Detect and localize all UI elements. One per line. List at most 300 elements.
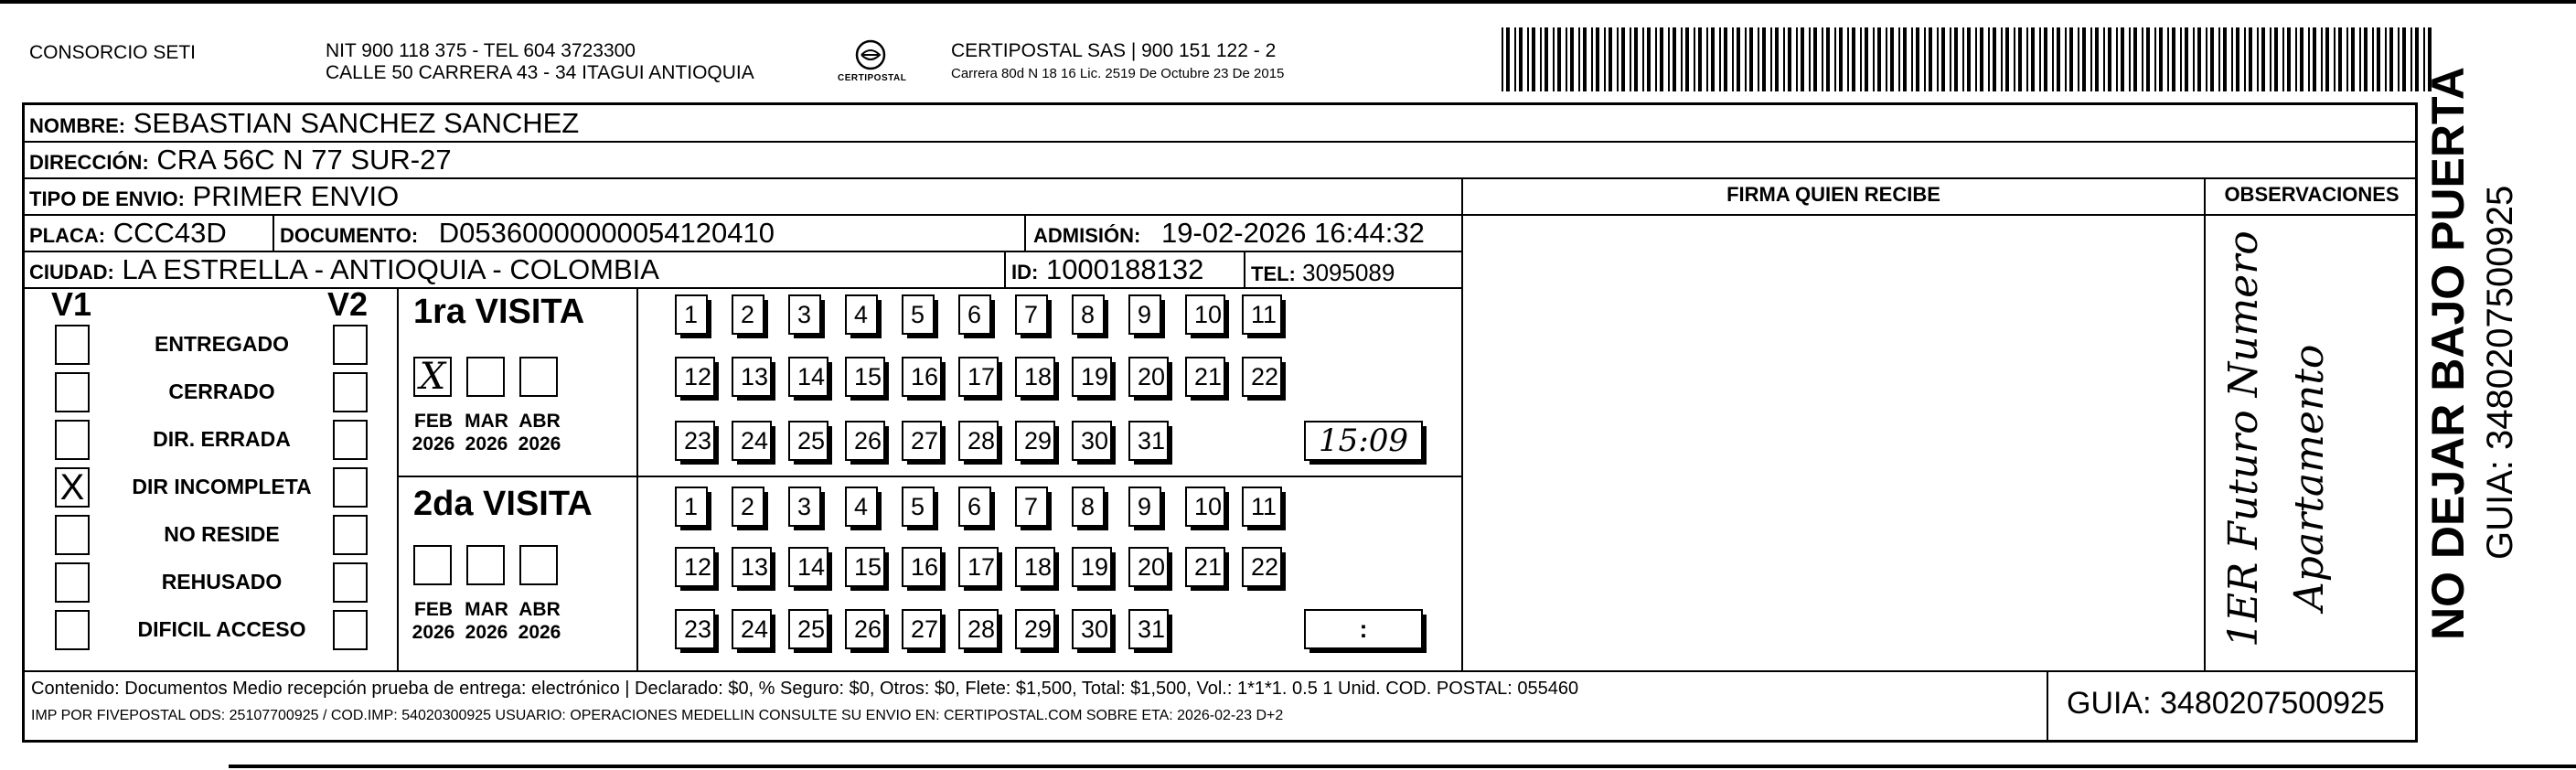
month-year: 2026: [518, 622, 561, 643]
first-visit-day-box[interactable]: 27: [902, 421, 942, 461]
v1-checkbox[interactable]: [55, 325, 90, 365]
barcode-bar: [1758, 27, 1759, 91]
month-name: MAR: [465, 599, 508, 620]
barcode-bar: [1673, 27, 1676, 91]
footer-imp: IMP POR FIVEPOSTAL ODS: 25107700925 / COD.IMP: 54020300925 USUARIO: OPERACIONES MEDELLIN CONSULTE SU ENVIO EN: CERTIPOSTAL.COM SOBRE ETA: 2026-02-23 D+2: [31, 708, 1284, 723]
barcode-bar: [2082, 27, 2086, 91]
first-visit-day-box[interactable]: 18: [1015, 357, 1055, 397]
observaciones-handwritten-2: Apartamento: [2286, 344, 2333, 611]
barcode-bar: [1967, 27, 1971, 91]
barcode-bar: [2121, 27, 2124, 91]
second-visit-day-box[interactable]: 5: [902, 487, 935, 527]
first-visit-day-box[interactable]: 9: [1128, 294, 1161, 335]
barcode-bar: [1694, 27, 1695, 91]
second-visit-month-box[interactable]: [413, 545, 452, 585]
second-visit-day-box[interactable]: 17: [958, 547, 999, 587]
barcode-bar: [1826, 27, 1830, 91]
barcode-bar: [1685, 27, 1689, 91]
observaciones-header: OBSERVACIONES: [2224, 183, 2400, 206]
barcode-bar: [2270, 27, 2271, 91]
barcode-bar: [1655, 27, 1657, 91]
v1-checkbox[interactable]: [55, 420, 90, 460]
first-visit-day-box[interactable]: 14: [788, 357, 828, 397]
barcode-bar: [2001, 27, 2003, 91]
barcode-bar: [2185, 27, 2188, 91]
month-name: ABR: [518, 599, 561, 620]
second-visit-day-box[interactable]: 9: [1128, 487, 1161, 527]
observaciones-handwritten-1: 1ER Futuro Numero: [2220, 230, 2267, 647]
barcode-bar: [1852, 27, 1855, 91]
second-visit-month-box[interactable]: [466, 545, 505, 585]
barcode-bar: [1749, 27, 1753, 91]
barcode-bar: [2057, 27, 2060, 91]
barcode-bar: [1975, 27, 1977, 91]
second-visit-day-box[interactable]: 7: [1015, 487, 1048, 527]
side-guia: GUIA: 3480207500925: [2480, 185, 2520, 560]
tipo-label: TIPO DE ENVIO:: [29, 187, 185, 210]
second-visit-day-box[interactable]: 3: [788, 487, 821, 527]
second-visit-day-box[interactable]: 18: [1015, 547, 1055, 587]
status-option-label: ENTREGADO: [155, 332, 289, 356]
visit-divider: [397, 476, 1461, 477]
barcode-bar: [2334, 27, 2336, 91]
barcode-bar: [2129, 27, 2131, 91]
second-visit-day-box[interactable]: 28: [958, 609, 999, 649]
barcode-bar: [1924, 27, 1926, 91]
barcode-bar: [2231, 27, 2233, 91]
first-visit-day-box[interactable]: 15: [845, 357, 885, 397]
status-option-label: NO RESIDE: [164, 522, 280, 546]
address-line: CALLE 50 CARRERA 43 - 34 ITAGUI ANTIOQUIA: [326, 62, 754, 83]
first-visit-day-box[interactable]: 25: [788, 421, 828, 461]
barcode-bar: [2159, 27, 2163, 91]
ciudad-label: CIUDAD:: [29, 261, 114, 283]
firma-header: FIRMA QUIEN RECIBE: [1726, 183, 1940, 206]
tipo-row: [29, 180, 399, 216]
barcode-bar: [1642, 27, 1644, 91]
barcode-bar: [1860, 27, 1862, 91]
barcode-bar: [1762, 27, 1766, 91]
first-visit-month-box[interactable]: X: [413, 357, 452, 397]
barcode-bar: [2359, 27, 2361, 91]
barcode-bar: [2236, 27, 2239, 91]
barcode-bar: [1847, 27, 1849, 91]
barcode-bar: [1788, 27, 1791, 91]
barcode-bar: [2146, 27, 2150, 91]
company-name: CONSORCIO SETI: [29, 42, 197, 63]
barcode-bar: [1834, 27, 1836, 91]
second-visit-day-box[interactable]: 21: [1185, 547, 1225, 587]
barcode-bar: [1886, 27, 1887, 91]
barcode-bar: [1937, 27, 1939, 91]
first-visit-day-box[interactable]: 31: [1128, 421, 1169, 461]
footer-guia: GUIA: 3480207500925: [2067, 686, 2385, 721]
second-visit-day-box[interactable]: 27: [902, 609, 942, 649]
barcode-bar: [2108, 27, 2111, 91]
barcode-bar: [2206, 27, 2207, 91]
barcode-bar: [1532, 27, 1535, 91]
first-visit-month-label: [406, 410, 461, 455]
month-name: FEB: [414, 599, 453, 620]
barcode-bar: [2180, 27, 2182, 91]
top-edge-line: [0, 0, 2576, 4]
second-visit-day-box[interactable]: 26: [845, 609, 885, 649]
barcode-bar: [2197, 27, 2201, 91]
barcode-bar: [1668, 27, 1670, 91]
barcode-bar: [1617, 27, 1619, 91]
barcode-bar: [2116, 27, 2118, 91]
barcode-bar: [1941, 27, 1945, 91]
direccion-row: [29, 144, 452, 179]
second-visit-day-box[interactable]: 10: [1185, 487, 1225, 527]
barcode-bar: [1775, 27, 1779, 91]
barcode-bar: [2078, 27, 2079, 91]
first-visit-day-box[interactable]: 7: [1015, 294, 1048, 335]
barcode-bar: [2300, 27, 2303, 91]
months-divider: [636, 287, 638, 671]
barcode-bar: [1929, 27, 1932, 91]
barcode-bar: [2142, 27, 2143, 91]
barcode-bar: [1540, 27, 1542, 91]
first-visit-month-label: [459, 410, 514, 455]
id-label: ID:: [1011, 261, 1039, 283]
second-visit-day-box[interactable]: 14: [788, 547, 828, 587]
second-visit-day-box[interactable]: 20: [1128, 547, 1169, 587]
barcode-bar: [2295, 27, 2297, 91]
second-visit-day-box[interactable]: 11: [1242, 487, 1282, 527]
documento-row: [280, 217, 775, 252]
barcode-bar: [2351, 27, 2355, 91]
barcode-bar: [2410, 27, 2412, 91]
status-divider: [397, 287, 399, 671]
barcode-bar: [1583, 27, 1587, 91]
status-option-label: CERRADO: [168, 380, 275, 403]
second-visit-day-box[interactable]: 4: [845, 487, 878, 527]
barcode-bar: [2321, 27, 2323, 91]
v1-checkbox[interactable]: [55, 610, 90, 650]
v2-checkbox[interactable]: [333, 420, 368, 460]
barcode-bar: [1570, 27, 1574, 91]
barcode-bar: [1566, 27, 1567, 91]
month-name: FEB: [414, 411, 453, 432]
barcode-bar: [1553, 27, 1555, 91]
documento-value: D05360000000054120410: [438, 217, 775, 249]
first-visit-day-box[interactable]: 4: [845, 294, 878, 335]
v1-checkbox[interactable]: [55, 562, 90, 603]
v2-checkbox[interactable]: [333, 562, 368, 603]
first-visit-day-box[interactable]: 29: [1015, 421, 1055, 461]
barcode-bar: [1621, 27, 1625, 91]
barcode-bar: [1796, 27, 1798, 91]
second-visit-day-box[interactable]: 1: [675, 487, 708, 527]
placa-label: PLACA:: [29, 224, 106, 247]
first-visit-time-box[interactable]: 15:09: [1304, 421, 1423, 461]
second-visit-month-box[interactable]: [519, 545, 558, 585]
first-visit-day-box[interactable]: 22: [1242, 357, 1282, 397]
first-visit-day-box[interactable]: 28: [958, 421, 999, 461]
barcode-bar: [2261, 27, 2265, 91]
second-visit-day-box[interactable]: 19: [1072, 547, 1112, 587]
barcode-bar: [1698, 27, 1702, 91]
barcode-bar: [2095, 27, 2099, 91]
barcode-bar: [1706, 27, 1708, 91]
barcode-bar: [2415, 27, 2419, 91]
barcode-bar: [1502, 27, 1503, 91]
second-visit-month-label: [512, 598, 567, 644]
tel-label: TEL:: [1251, 262, 1296, 285]
barcode-bar: [1737, 27, 1740, 91]
first-visit-day-box[interactable]: 2: [732, 294, 764, 335]
first-visit-day-box[interactable]: 6: [958, 294, 991, 335]
barcode-bar: [2282, 27, 2284, 91]
v2-checkbox[interactable]: [333, 515, 368, 555]
barcode-bar: [1630, 27, 1631, 91]
barcode-bar: [2372, 27, 2374, 91]
barcode-bar: [1578, 27, 1580, 91]
first-visit-month-box[interactable]: [466, 357, 505, 397]
barcode-bar: [2026, 27, 2028, 91]
second-visit-month-label: [406, 598, 461, 644]
barcode-bar: [2005, 27, 2009, 91]
footer-contenido: Contenido: Documentos Medio recepción prueba de entrega: electrónico | Declarado: $0, % Seguro: $0, Otros: $0, Flete: $1,500, Total: $1,500, Vol.: 1*1*1. 0.5 1 Unid. COD. POSTAL: 055460: [31, 679, 1579, 699]
barcode-bar: [2377, 27, 2380, 91]
second-visit-day-box[interactable]: 16: [902, 547, 942, 587]
footer-line: [22, 670, 2418, 672]
barcode-bar: [2274, 27, 2278, 91]
second-visit-day-box[interactable]: 22: [1242, 547, 1282, 587]
status-option-label: DIR. ERRADA: [153, 427, 291, 451]
barcode-bar: [2364, 27, 2368, 91]
barcode-bar: [1801, 27, 1804, 91]
barcode-bar: [2346, 27, 2348, 91]
month-year: 2026: [465, 433, 508, 455]
admision-divider: [1024, 214, 1026, 251]
barcode-bar: [2154, 27, 2156, 91]
nombre-value: SEBASTIAN SANCHEZ SANCHEZ: [133, 107, 580, 139]
barcode-bar: [1839, 27, 1843, 91]
first-visit-day-box[interactable]: 26: [845, 421, 885, 461]
barcode-bar: [2044, 27, 2047, 91]
second-visit-day-box[interactable]: 6: [958, 487, 991, 527]
no-dejar-bajo-puerta: NO DEJAR BAJO PUERTA: [2422, 67, 2474, 640]
barcode-bar: [1519, 27, 1523, 91]
first-visit-day-box[interactable]: 11: [1242, 294, 1282, 335]
tel-value: 3095089: [1302, 259, 1395, 286]
barcode-bar: [1591, 27, 1593, 91]
first-visit-day-box[interactable]: 23: [675, 421, 715, 461]
first-visit-day-box[interactable]: 8: [1072, 294, 1105, 335]
admision-row: [1033, 217, 1425, 252]
first-visit-day-box[interactable]: 3: [788, 294, 821, 335]
second-visit-month-label: [459, 598, 514, 644]
barcode-bar: [2172, 27, 2175, 91]
v1-checkbox[interactable]: [55, 372, 90, 412]
barcode-bar: [1745, 27, 1747, 91]
second-visit-time-box[interactable]: :: [1304, 609, 1423, 649]
barcode-bar: [2018, 27, 2022, 91]
barcode-bar: [1873, 27, 1875, 91]
barcode-bar: [1813, 27, 1817, 91]
month-year: 2026: [412, 433, 455, 455]
placa-value: CCC43D: [112, 217, 227, 249]
placa-row: [29, 217, 227, 252]
barcode-bar: [2398, 27, 2400, 91]
barcode-bar: [1865, 27, 1868, 91]
id-divider: [1004, 251, 1006, 287]
first-visit-day-box[interactable]: 20: [1128, 357, 1169, 397]
barcode-bar: [1898, 27, 1900, 91]
documento-label: DOCUMENTO:: [280, 224, 419, 247]
second-visit-day-box[interactable]: 8: [1072, 487, 1105, 527]
barcode-bar: [1604, 27, 1606, 91]
barcode-bar: [1719, 27, 1721, 91]
barcode-bar: [1911, 27, 1913, 91]
v2-checkbox[interactable]: [333, 325, 368, 365]
status-option-label: DIR INCOMPLETA: [132, 475, 312, 498]
barcode-bar: [2193, 27, 2195, 91]
second-visit-day-box[interactable]: 23: [675, 609, 715, 649]
barcode-bar: [1660, 27, 1663, 91]
certipostal-logo: [834, 37, 907, 91]
tel-divider: [1244, 251, 1245, 287]
first-visit-day-box[interactable]: 19: [1072, 357, 1112, 397]
barcode-bar: [1809, 27, 1811, 91]
first-visit-day-box[interactable]: 24: [732, 421, 772, 461]
second-visit-day-box[interactable]: 12: [675, 547, 715, 587]
nombre-row: [29, 107, 579, 143]
barcode-bar: [1545, 27, 1548, 91]
barcode-bar: [1916, 27, 1919, 91]
id-value: 1000188132: [1045, 253, 1204, 285]
barcode-bar: [2031, 27, 2035, 91]
barcode-bar: [1993, 27, 1996, 91]
second-visit-day-box[interactable]: 13: [732, 547, 772, 587]
id-row: [1011, 253, 1203, 289]
tel-row: [1251, 256, 1395, 291]
v1-checkbox[interactable]: X: [55, 467, 90, 508]
first-visit-day-box[interactable]: 10: [1185, 294, 1225, 335]
barcode-bar: [2385, 27, 2387, 91]
admision-label: ADMISIÓN:: [1033, 224, 1141, 247]
first-visit-month-box[interactable]: [519, 357, 558, 397]
barcode-bar: [2090, 27, 2092, 91]
barcode-bar: [2402, 27, 2406, 91]
first-visit-day-box[interactable]: 13: [732, 357, 772, 397]
observaciones-divider: [2204, 177, 2206, 671]
first-visit-day-box[interactable]: 12: [675, 357, 715, 397]
first-visit-day-box[interactable]: 17: [958, 357, 999, 397]
barcode-bar: [2313, 27, 2316, 91]
certipostal-line: CERTIPOSTAL SAS | 900 151 122 - 2: [951, 40, 1277, 61]
month-year: 2026: [518, 433, 561, 455]
barcode-bar: [1514, 27, 1516, 91]
ciudad-value: LA ESTRELLA - ANTIOQUIA - COLOMBIA: [122, 253, 659, 285]
month-name: ABR: [518, 411, 561, 432]
first-visit-day-box[interactable]: 5: [902, 294, 935, 335]
barcode-bar: [1681, 27, 1683, 91]
barcode-bar: [2223, 27, 2227, 91]
barcode-bar: [1634, 27, 1638, 91]
barcode-bar: [2069, 27, 2073, 91]
second-visit-day-box[interactable]: 15: [845, 547, 885, 587]
barcode-bar: [2244, 27, 2246, 91]
first-visit-title: 1ra VISITA: [413, 293, 585, 331]
barcode-bar: [2257, 27, 2259, 91]
nit-line: NIT 900 118 375 - TEL 604 3723300: [326, 40, 636, 61]
second-visit-day-box[interactable]: 25: [788, 609, 828, 649]
barcode-bar: [1770, 27, 1772, 91]
barcode-bar: [2052, 27, 2054, 91]
second-visit-day-box[interactable]: 29: [1015, 609, 1055, 649]
barcode-bar: [2389, 27, 2393, 91]
barcode-bar: [1724, 27, 1727, 91]
barcode-bar: [1647, 27, 1651, 91]
barcode-bar: [1783, 27, 1785, 91]
v2-checkbox[interactable]: [333, 610, 368, 650]
footer-guia-divider: [2047, 670, 2048, 743]
logo-text: CERTIPOSTAL: [838, 73, 907, 83]
barcode-bar: [1732, 27, 1734, 91]
barcode-bar: [1954, 27, 1958, 91]
placa-divider: [273, 214, 274, 251]
second-visit-day-box[interactable]: 31: [1128, 609, 1169, 649]
firma-divider: [1461, 177, 1463, 671]
barcode-bar: [2325, 27, 2329, 91]
bottom-edge-line: [229, 765, 2576, 768]
month-name: MAR: [465, 411, 508, 432]
barcode: [1502, 27, 2434, 91]
barcode-bar: [2103, 27, 2105, 91]
barcode-bar: [2308, 27, 2310, 91]
barcode-bar: [2065, 27, 2067, 91]
barcode-bar: [1609, 27, 1612, 91]
barcode-bar: [1527, 27, 1529, 91]
license-line: Carrera 80d N 18 16 Lic. 2519 De Octubre 23 De 2015: [951, 66, 1285, 81]
month-year: 2026: [465, 622, 508, 643]
barcode-bar: [1980, 27, 1983, 91]
month-year: 2026: [412, 622, 455, 643]
barcode-bar: [2210, 27, 2214, 91]
first-visit-day-box[interactable]: 16: [902, 357, 942, 397]
second-visit-day-box[interactable]: 2: [732, 487, 764, 527]
barcode-bar: [1822, 27, 1823, 91]
barcode-bar: [1877, 27, 1881, 91]
first-visit-day-box[interactable]: 1: [675, 294, 708, 335]
v2-header: V2: [327, 285, 369, 323]
second-visit-day-box[interactable]: 24: [732, 609, 772, 649]
barcode-bar: [2249, 27, 2252, 91]
ciudad-row: [29, 253, 659, 289]
v1-checkbox[interactable]: [55, 515, 90, 555]
v1-header: V1: [51, 285, 92, 323]
direccion-value: CRA 56C N 77 SUR-27: [156, 144, 452, 176]
barcode-bar: [2039, 27, 2041, 91]
barcode-bar: [2133, 27, 2137, 91]
barcode-bar: [1950, 27, 1951, 91]
barcode-bar: [1711, 27, 1715, 91]
second-visit-day-box[interactable]: 30: [1072, 609, 1112, 649]
barcode-bar: [1890, 27, 1894, 91]
barcode-bar: [1903, 27, 1907, 91]
first-visit-day-box[interactable]: 21: [1185, 357, 1225, 397]
first-visit-day-box[interactable]: 30: [1072, 421, 1112, 461]
v2-checkbox[interactable]: [333, 372, 368, 412]
v2-checkbox[interactable]: [333, 467, 368, 508]
barcode-bar: [2287, 27, 2291, 91]
barcode-bar: [1506, 27, 1510, 91]
first-visit-month-label: [512, 410, 567, 455]
barcode-bar: [1557, 27, 1561, 91]
